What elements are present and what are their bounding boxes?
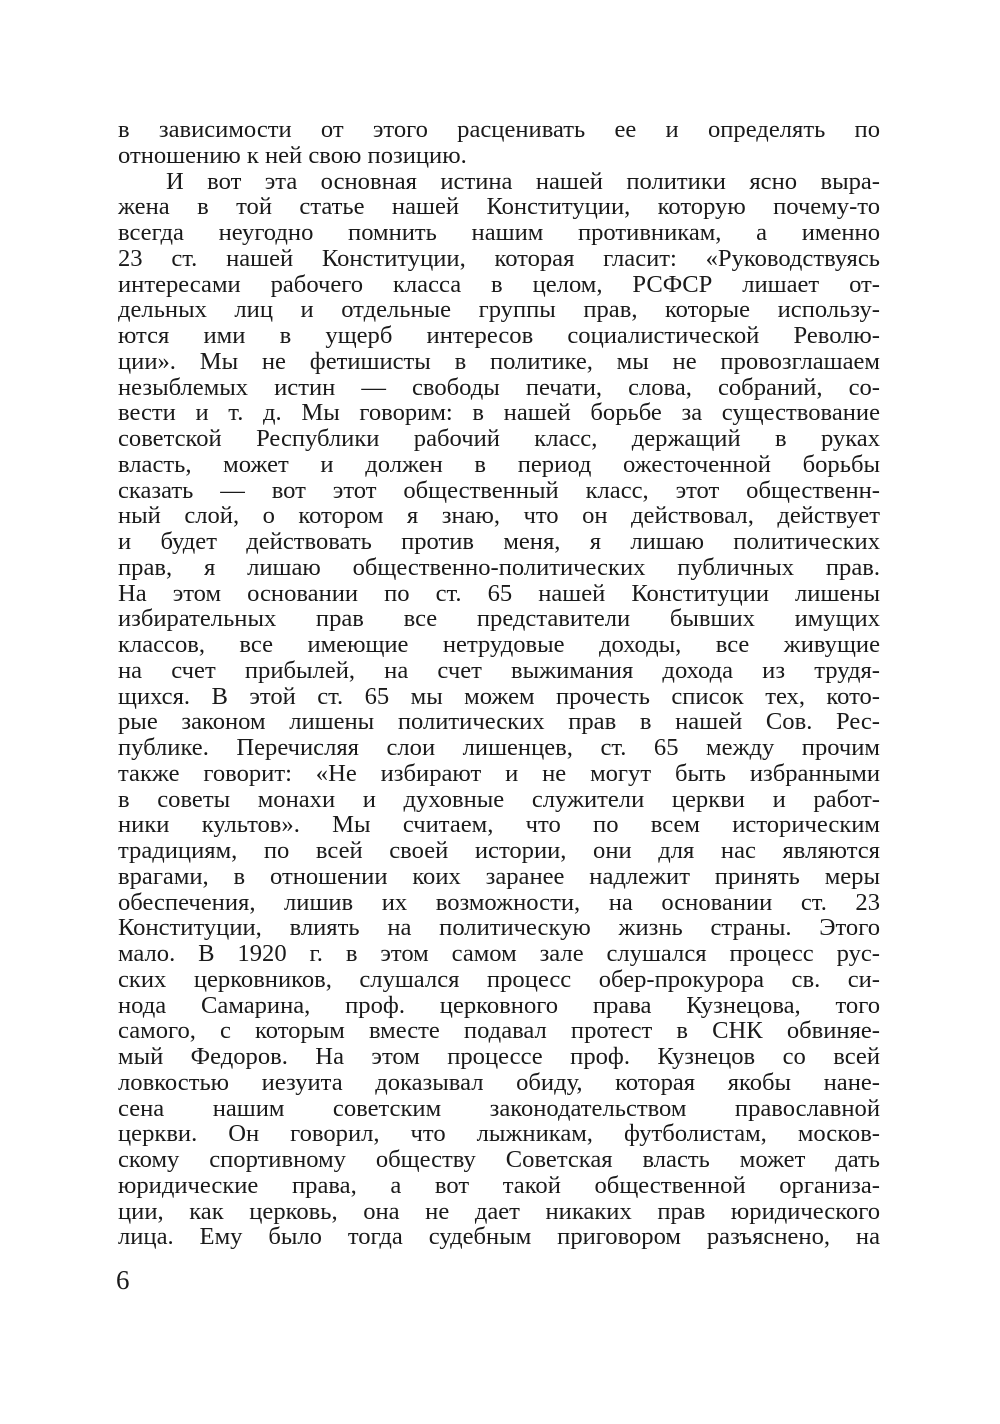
text-line: ловкостью иезуита доказывал обиду, которая якобы нане-	[118, 1068, 880, 1096]
text-line: сена нашим советским законодательством православной	[118, 1094, 880, 1122]
text-line: публике. Перечисляя слои лишенцев, ст. 65 между прочим	[118, 734, 880, 761]
text-line: и будет действовать против меня, я лишаю политических	[118, 528, 880, 555]
text-line: также говорит: «Не избирают и не могут быть избранными	[118, 759, 880, 787]
text-line: ции, как церковь, она не дает никаких прав юридического	[118, 1197, 880, 1225]
text-line: И вот эта основная истина нашей политики ясно выра-	[166, 167, 880, 195]
text-line: юридические права, а вот такой общественной организа-	[118, 1171, 880, 1199]
text-line: всегда неугодно помнить нашим противникам, а именно	[118, 219, 880, 246]
text-line: врагами, в отношении коих заранее надлежит принять меры	[118, 862, 880, 890]
text-line: обеспечения, лишив их возможности, на основании ст. 23	[118, 888, 880, 916]
text-line: традициям, по всей своей истории, они для нас являются	[118, 837, 880, 864]
text-line: отношению к ней свою позицию.	[118, 141, 467, 169]
text-line: ских церковников, слушался процесс обер-прокурора св. си-	[118, 965, 880, 993]
text-line: в зависимости от этого расценивать ее и определять по	[118, 116, 880, 143]
text-line: нода Самарина, проф. церковного права Кузнецова, того	[118, 991, 880, 1019]
body-text	[118, 117, 880, 1250]
text-line: ции». Мы не фетишисты в политике, мы не провозглашаем	[118, 347, 880, 375]
text-line: щихся. В этой ст. 65 мы можем прочесть список тех, кото-	[118, 682, 880, 710]
text-line: мый Федоров. На этом процессе проф. Кузнецов со всей	[118, 1043, 880, 1070]
text-line: власть, может и должен в период ожесточенной борьбы	[118, 450, 880, 478]
page-number: 6	[116, 1265, 130, 1295]
text-line: жена в той статье нашей Конституции, которую почему-то	[118, 193, 880, 221]
text-line: вести и т. д. Мы говорим: в нашей борьбе за существование	[118, 399, 880, 427]
text-line: скому спортивному обществу Советская власть может дать	[118, 1146, 880, 1173]
text-line: церкви. Он говорил, что лыжникам, футболистам, москов-	[118, 1120, 880, 1148]
text-line: мало. В 1920 г. в этом самом зале слушался процесс рус-	[118, 940, 880, 967]
text-line: прав, я лишаю общественно-политических публичных прав.	[118, 553, 880, 581]
text-line: избирательных прав все представители бывших имущих	[118, 605, 880, 633]
text-line: ники культов». Мы считаем, что по всем историческим	[118, 811, 880, 839]
text-line: самого, с которым вместе подавал протест в СНК обвиняе-	[118, 1017, 880, 1045]
text-line: лица. Ему было тогда судебным приговором разъяснено, на	[118, 1223, 880, 1251]
text-line: На этом основании по ст. 65 нашей Конституции лишены	[118, 579, 880, 607]
text-line: Конституции, влиять на политическую жизнь страны. Этого	[118, 914, 880, 942]
text-line: 23 ст. нашей Конституции, которая гласит: «Руководствуясь	[118, 244, 880, 272]
text-line: сказать — вот этот общественный класс, этот общественн-	[118, 476, 880, 504]
text-line: на счет прибылей, на счет выжимания дохода из трудя-	[118, 656, 880, 684]
text-line: интересами рабочего класса в целом, РСФСР лишает от-	[118, 270, 880, 298]
text-line: незыблемых истин — свободы печати, слова, собраний, со-	[118, 373, 880, 401]
text-line: советской Республики рабочий класс, держащий в руках	[118, 425, 880, 452]
text-line: в советы монахи и духовные служители церкви и работ-	[118, 785, 880, 813]
text-line: рые законом лишены политических прав в нашей Сов. Рес-	[118, 708, 880, 736]
text-line: ный слой, о котором я знаю, что он действовал, действует	[118, 502, 880, 530]
text-line: ются ими в ущерб интересов социалистической Револю-	[118, 322, 880, 349]
text-line: классов, все имеющие нетрудовые доходы, все живущие	[118, 631, 880, 658]
text-line: дельных лиц и отдельные группы прав, которые использу-	[118, 296, 880, 324]
